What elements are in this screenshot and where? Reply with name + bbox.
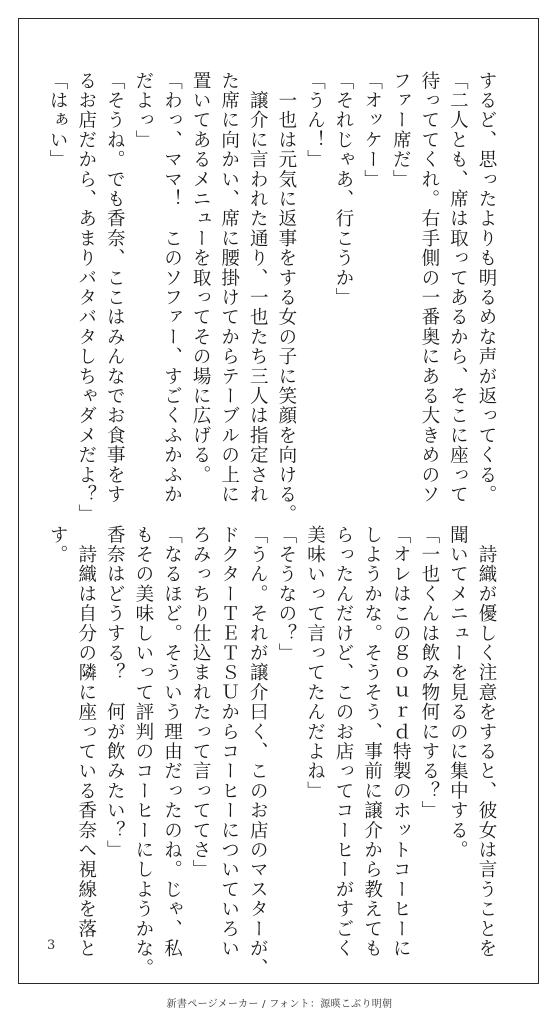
lower-text-block [30, 525, 500, 979]
text-line: ファー席だ」 [390, 71, 412, 190]
text-line: ドクターＴＥＴＳＵからコーヒーについていろい [218, 525, 240, 959]
text-line: しようかな。そうそう、事前に譲介から教えても [361, 525, 383, 959]
text-line: らったんだけど、このお店ってコーヒーがすごく [333, 525, 355, 959]
text-line: るお店だから、あまりバタバタしちゃダメだよ？」 [75, 71, 97, 525]
text-line: 「オレはこのｇｏｕｒｄ特製のホットコーヒーに [390, 525, 412, 959]
text-line: 詩織が優しく注意をすると、彼女は言うことを [476, 525, 497, 959]
text-line: 美味いって言ってたんだよね」 [304, 525, 326, 801]
text-line: 香奈はどうする？ 何が飲みたい？」 [104, 525, 126, 860]
text-line: 「それじゃあ、行こうか」 [333, 71, 355, 308]
text-line: 「うん！」 [304, 71, 326, 170]
text-line: 待っててくれ。右手側の一番奥にある大きめのソ [418, 71, 440, 505]
text-line: ろみっちり仕込まれたって言っててさ」 [190, 525, 212, 880]
text-line: するど、思ったよりも明るめな声が返ってくる。 [476, 71, 497, 505]
text-line: 「なるほど。そういう理由だったのね。じゃ、私 [161, 525, 183, 959]
text-line: 「一也くんは飲み物何にする？」 [418, 525, 440, 821]
text-line: 聞いてメニューを見るのに集中する。 [447, 525, 469, 860]
text-line: 「そうなの？」 [275, 525, 297, 663]
page-number: 3 [47, 938, 56, 953]
text-line: 「そうね。でも香奈、ここはみんなでお食事をす [104, 71, 126, 505]
text-line: す。 [47, 525, 69, 565]
text-line: 「二人とも、席は取ってあるから、そこに座って [447, 71, 469, 505]
text-line: だよっ」 [132, 71, 154, 150]
page-frame [18, 18, 539, 984]
text-line: 「オッケー」 [361, 71, 383, 190]
text-line: 詩織は自分の隣に座っている香奈へ視線を落と [75, 525, 97, 959]
upper-text-block [30, 71, 500, 525]
footer-credit: 新書ページメーカー / フォント：源暎こぶり明朝 [166, 999, 393, 1010]
text-line: 「うん。それが譲介曰く、このお店のマスターが、 [247, 525, 269, 979]
text-line: 譲介に言われた通り、一也たち三人は指定され [247, 71, 269, 505]
text-line: もその美味しいって評判のコーヒーにしようかな。 [132, 525, 154, 979]
text-line: た席に向かい、席に腰掛けてからテーブルの上に [218, 71, 240, 505]
text-line: 「わっ、ママ！ このソファー、すごくふかふか [161, 71, 183, 505]
text-line: 「はぁい」 [47, 71, 69, 170]
text-line: 一也は元気に返事をする女の子に笑顔を向ける。 [275, 71, 297, 525]
text-line: 置いてあるメニューを取ってその場に広げる。 [190, 71, 212, 485]
